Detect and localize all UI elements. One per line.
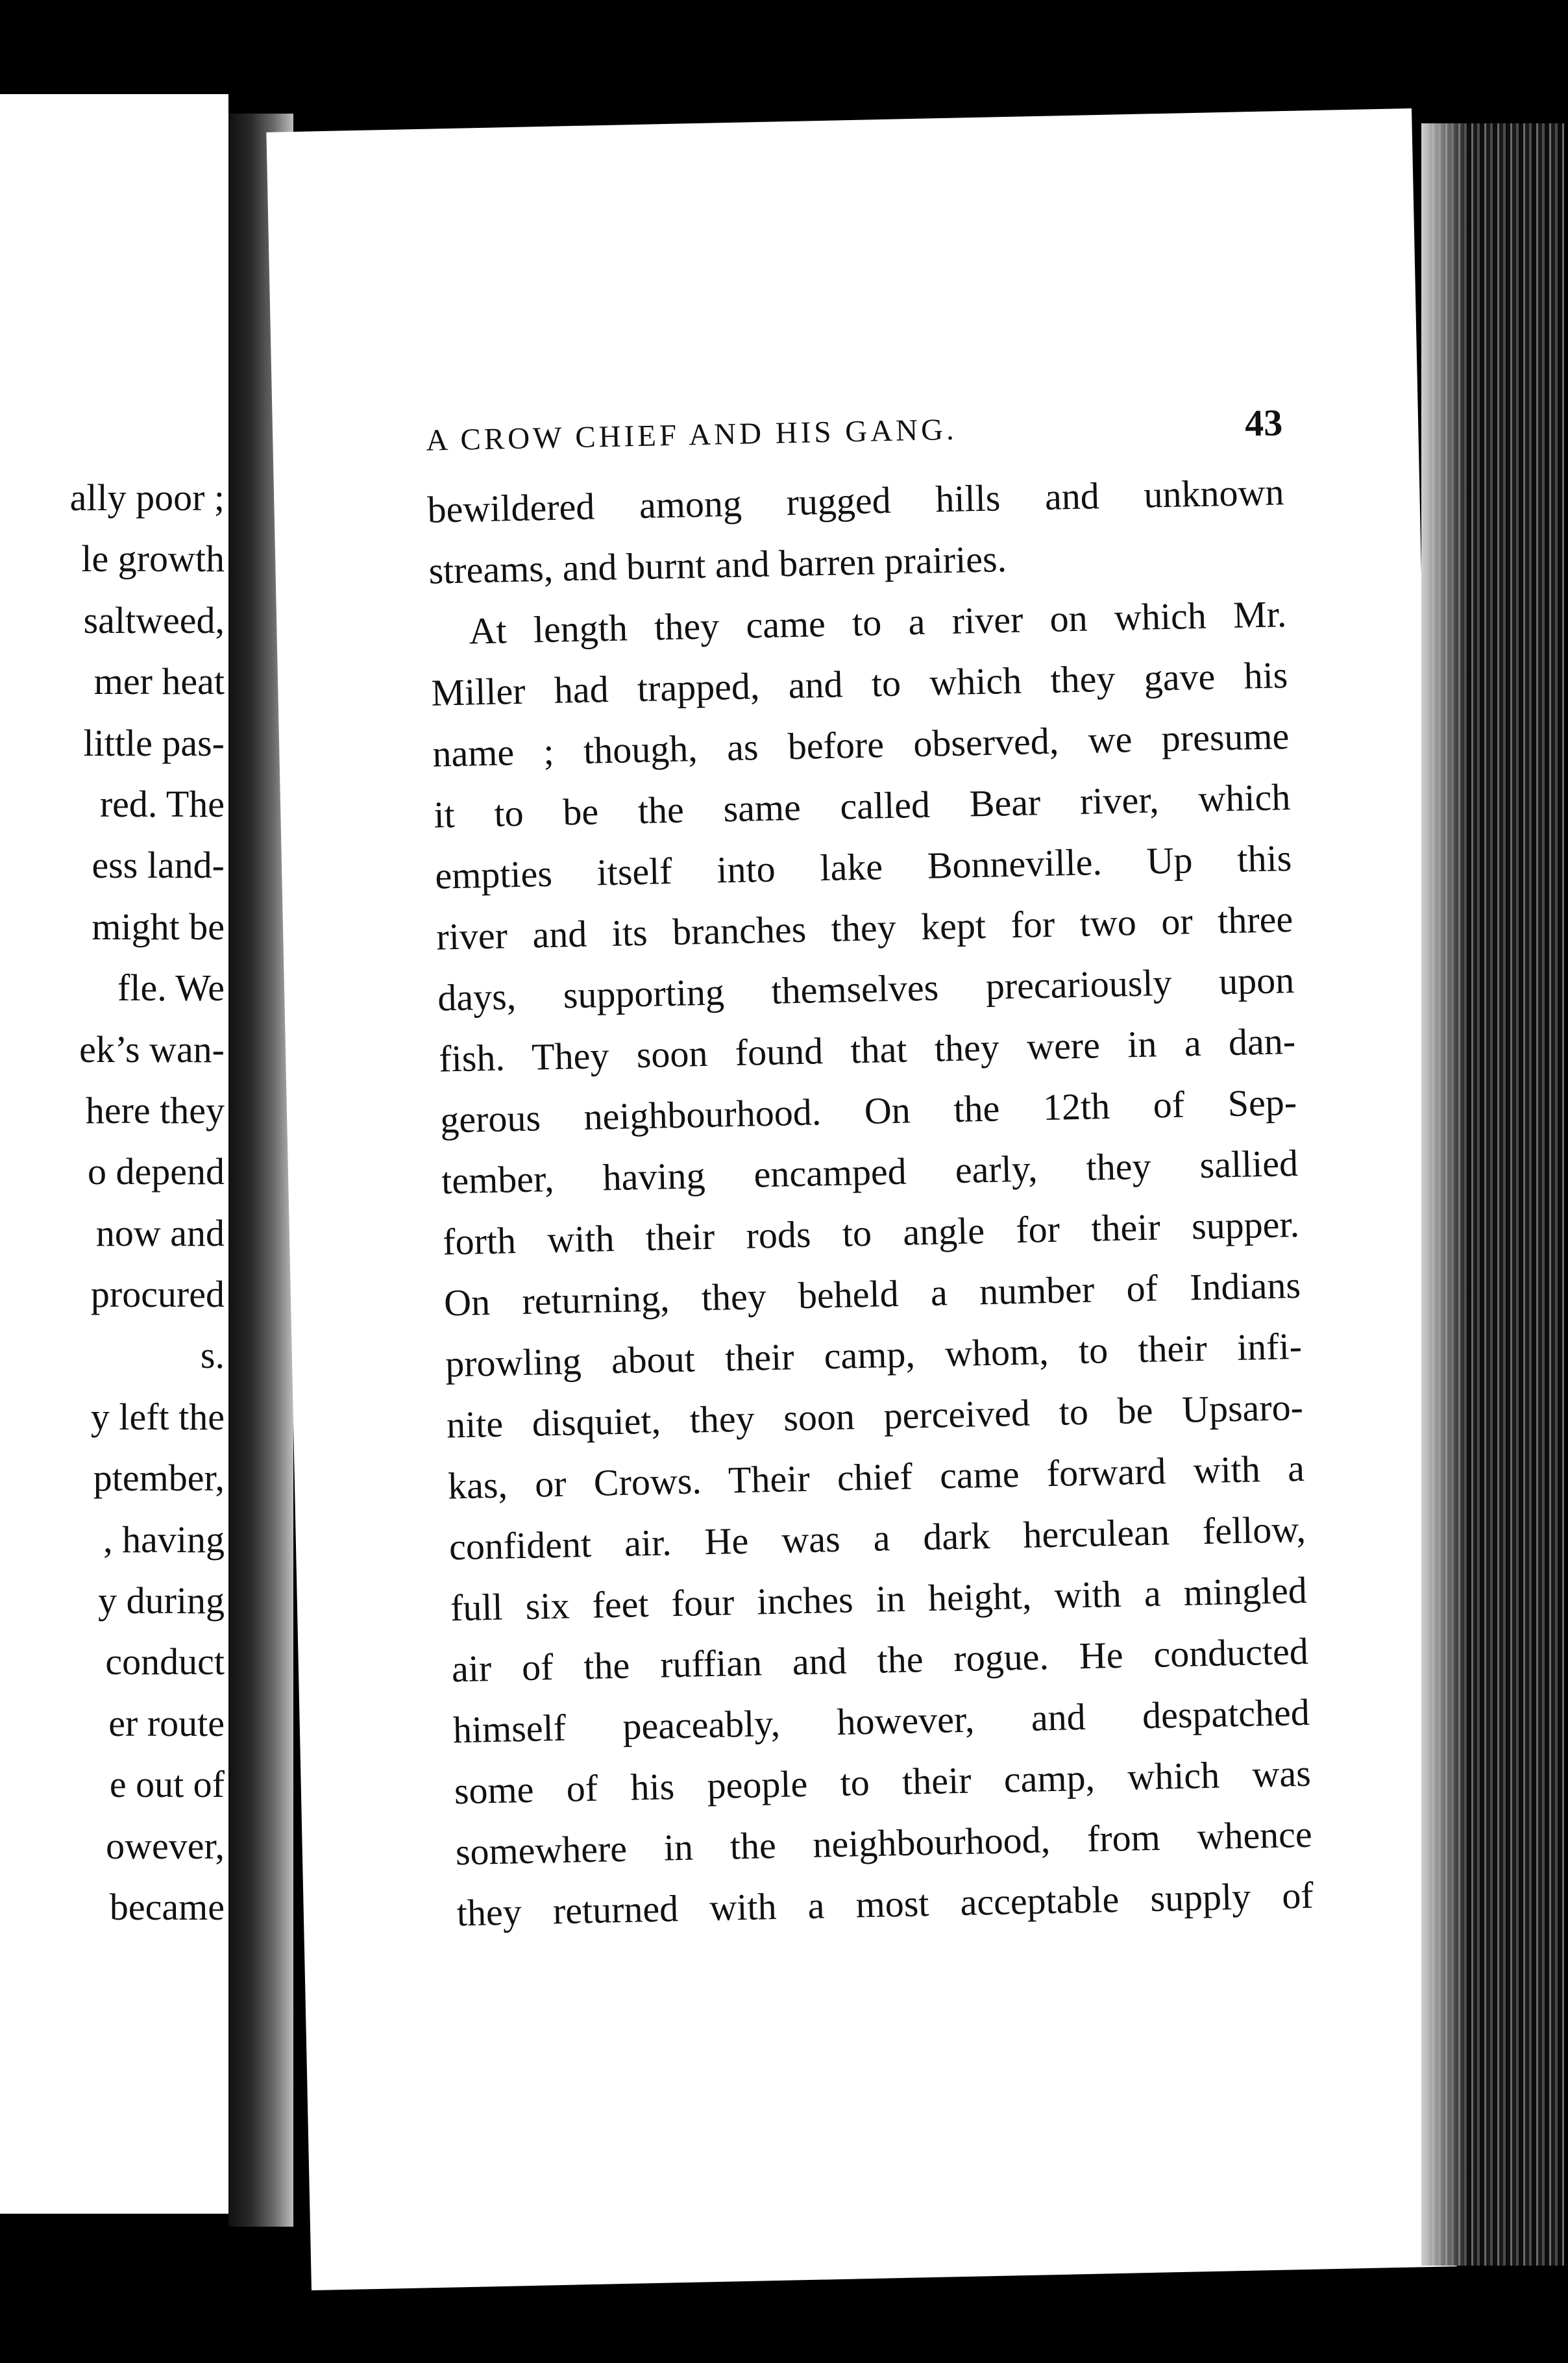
text-line: procured (90, 1273, 225, 1316)
text-line: fle. We (117, 967, 225, 1009)
text-line: On returning, they beheld a number of Indians (443, 1263, 1301, 1324)
text-line: name ; though, as before observed, we presume (432, 715, 1290, 775)
text-line: it to be the same called Bear river, which (433, 776, 1291, 836)
text-line: confident air. He was a dark herculean fellow, (448, 1507, 1306, 1568)
text-line: ptember, (93, 1457, 225, 1500)
text-line: here they (85, 1089, 225, 1132)
text-line: nite disquiet, they soon perceived to be Upsaro- (446, 1385, 1304, 1446)
text-line: le growth (81, 538, 225, 580)
text-line: ally poor ; (69, 476, 225, 519)
text-line: s. (200, 1334, 225, 1377)
page-body-text (427, 462, 1314, 1944)
fore-edge-highlight (1421, 123, 1467, 2266)
text-line: tember, having encamped early, they sallied (441, 1141, 1299, 1202)
text-line: prowling about their camp, whom, to their infi- (445, 1324, 1303, 1385)
previous-page (0, 94, 228, 2214)
text-line: might be (92, 905, 225, 948)
text-line: owever, (106, 1824, 225, 1867)
running-head (426, 397, 1283, 467)
text-line: bewildered among rugged hills and unknown (426, 471, 1284, 531)
text-line: little pas- (83, 721, 225, 764)
text-line: somewhere in the neighbourhood, from whence (455, 1812, 1313, 1874)
text-line: kas, or Crows. Their chief came forward with a (447, 1446, 1305, 1507)
text-line: forth with their rods to angle for their supper. (442, 1202, 1300, 1263)
text-line: river and its branches they kept for two or three (435, 897, 1293, 958)
previous-page-text (4, 467, 225, 1938)
text-line: now and (95, 1211, 225, 1254)
text-line: gerous neighbourhood. On the 12th of Sep- (439, 1080, 1297, 1141)
text-line: they returned with a most acceptable supply of (456, 1874, 1314, 1935)
text-line: Miller had trapped, and to which they gave his (430, 654, 1288, 714)
text-line: full six feet four inches in height, with a mingled (450, 1568, 1308, 1629)
text-line: conduct (105, 1640, 225, 1683)
text-line: days, supporting themselves precariously upon (437, 958, 1295, 1019)
running-title: A CROW CHIEF AND HIS GANG. (425, 412, 958, 458)
text-line: e out of (109, 1763, 225, 1806)
text-line: o depend (88, 1150, 225, 1193)
text-line: y left the (90, 1395, 225, 1438)
text-line: became (109, 1885, 225, 1928)
text-line: ek’s wan- (79, 1028, 225, 1070)
text-line: red. The (99, 782, 225, 825)
text-line: air of the ruffian and the rogue. He conducted (451, 1629, 1309, 1690)
page-number: 43 (1244, 401, 1283, 445)
text-line: some of his people to their camp, which was (454, 1751, 1312, 1812)
text-line: himself peaceably, however, and despatched (452, 1690, 1310, 1751)
text-line: At length they came to a river on which Mr. (468, 593, 1287, 652)
text-line: ess land- (92, 844, 225, 887)
text-line: empties itself into lake Bonneville. Up this (434, 837, 1292, 897)
text-line: streams, and burnt and barren prairies. (428, 538, 1007, 592)
text-line: , having (103, 1518, 225, 1561)
text-line: fish. They soon found that they were in a dan- (438, 1019, 1296, 1080)
text-line: y during (98, 1579, 225, 1622)
current-page (266, 108, 1456, 2290)
text-line: er route (108, 1701, 225, 1744)
text-line: saltweed, (83, 599, 225, 641)
text-line: mer heat (93, 660, 225, 703)
